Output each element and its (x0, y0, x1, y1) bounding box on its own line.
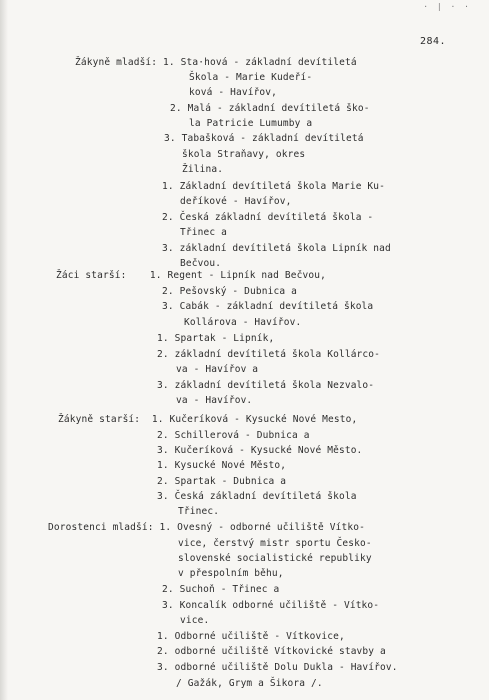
text-line: 3. základní devítiletá škola Nezvalo- (157, 380, 375, 391)
text-line: 3. Cabák - základní devítiletá škola (162, 301, 374, 312)
text-line: / Gažák, Grym a Šikora /. (176, 678, 323, 689)
text-line: va - Havířov a (176, 364, 259, 375)
text-line: 3. Tabašková - základní devítiletá (164, 133, 364, 144)
text-line: 3. základní devítiletá škola Lipník nad (162, 243, 391, 254)
text-line: Kollárova - Havířov. (184, 317, 302, 328)
text-line: Třinec. (178, 506, 220, 517)
text-line: slovenské socialistické republiky (178, 553, 372, 564)
text-line: deříkové - Havířov, (180, 196, 292, 207)
text-line: 2. Spartak - Dubnica a (157, 476, 287, 487)
text-line: 2. odborné učiliště Vítkovické stavby a (157, 646, 386, 657)
text-line: vice. (180, 615, 210, 626)
text-line: 2. Schillerová - Dubnica a (157, 430, 310, 441)
corner-marks: · | · · (423, 2, 471, 11)
text-line: vice, čerstvý mistr sportu Česko- (178, 538, 372, 549)
text-line: 3. Koncalík odborné učiliště - Vítko- (162, 600, 380, 611)
text-line: Žákyně starší: 1. Kučeríková - Kysucké Nové Mesto, (58, 414, 358, 425)
text-line: 1. Základní devítiletá škola Marie Ku- (162, 181, 386, 192)
text-line: 2. Suchoň - Třinec a (162, 584, 280, 595)
text-line: v přespolním běhu, (178, 568, 284, 579)
text-line: Třinec a (180, 227, 227, 238)
page-number: 284. (420, 36, 447, 47)
text-line: 2. Česká základní devítiletá škola - (162, 212, 374, 223)
text-line: Dorostenci mladší: 1. Ovesný - odborné učiliště Vítko- (48, 522, 365, 533)
text-line: ková - Havířov, (189, 87, 278, 98)
text-line: 3. Kučeríková - Kysucké Nové Město. (157, 445, 363, 456)
text-line: la Patricie Lumumby a (189, 118, 313, 129)
text-line: Škola - Marie Kudeří- (189, 72, 313, 83)
text-line: va - Havířov. (176, 395, 253, 406)
text-line: 3. Česká základní devítiletá škola (157, 491, 357, 502)
text-line: Žákyně mladší: 1. Sta·hová - základní devítiletá (75, 57, 357, 68)
text-line: Žilina. (182, 164, 224, 175)
text-line: 2. základní devítiletá škola Kollárco- (157, 349, 381, 360)
text-line: Žáci starší: 1. Regent - Lipník nad Bečvou, (56, 270, 326, 281)
text-line: 3. odborné učiliště Dolu Dukla - Havířov. (157, 662, 398, 673)
text-line: 2. Malá - základní devítiletá ško- (170, 103, 370, 114)
text-line: 1. Odborné učiliště - Vítkovice, (157, 631, 345, 642)
scan-edge-shadow (0, 0, 8, 700)
text-line: 1. Kysucké Nové Město, (157, 460, 287, 471)
text-line: 2. Pešovský - Dubnica a (162, 286, 297, 297)
text-line: škola Straňavy, okres (182, 149, 306, 160)
text-line: 1. Spartak - Lipník, (157, 333, 275, 344)
text-line: Bečvou. (180, 258, 222, 269)
